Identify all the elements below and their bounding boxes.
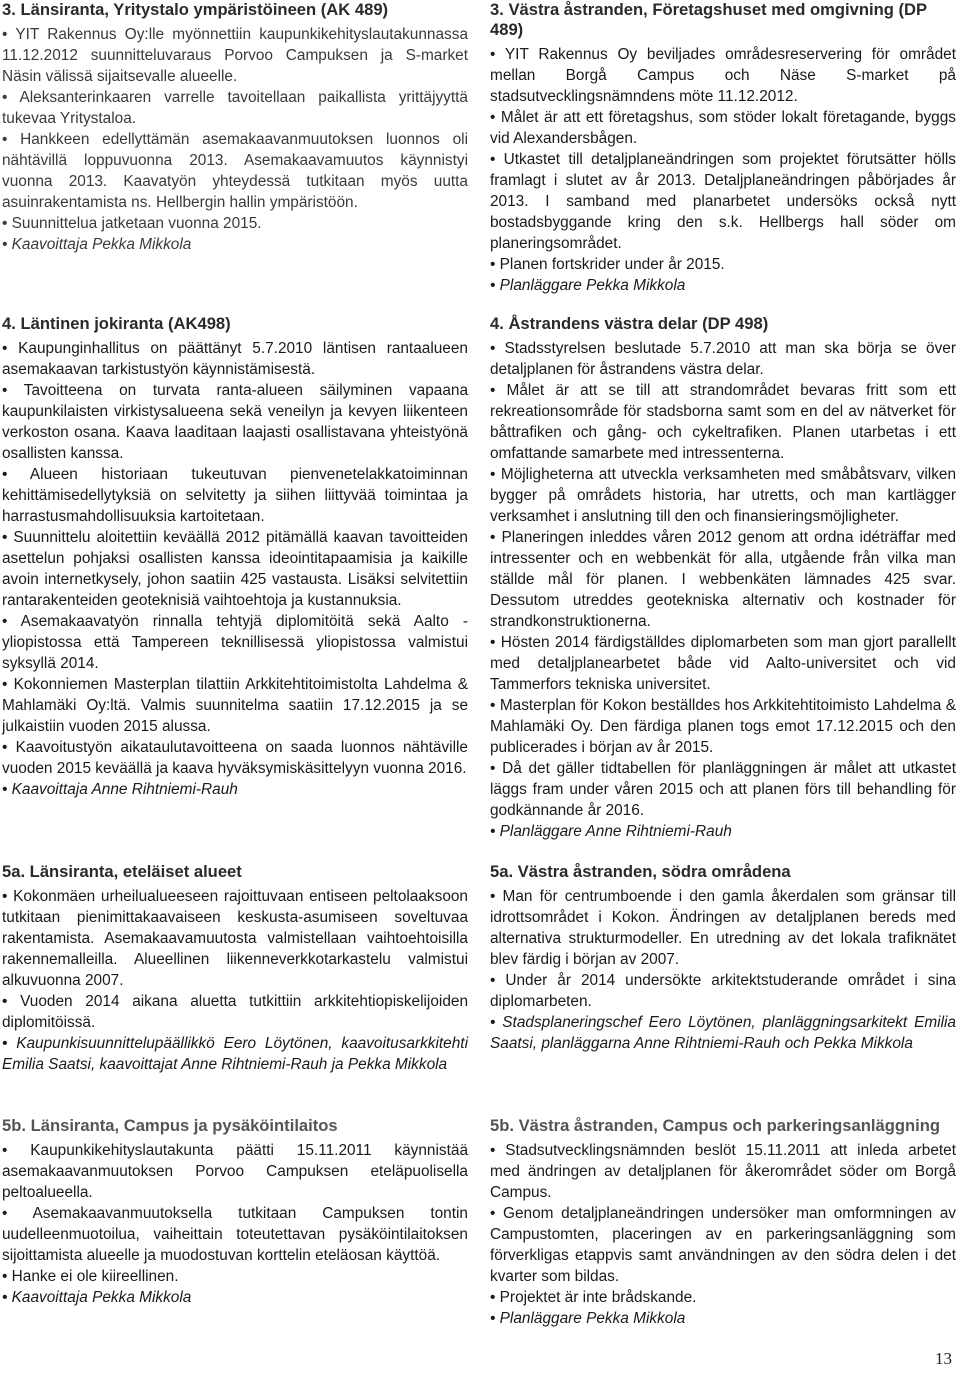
list-item: • Kaupunkisuunnittelupäällikkö Eero Löytönen, kaavoitusarkkitehti Emilia Saatsi, kaavoittajat Anne Rihtniemi-Rauh ja Pekka Mikkola [2,1033,468,1075]
section-5a-sv [490,862,956,1054]
list-item: • Planläggare Anne Rihtniemi-Rauh [490,821,956,842]
list-item: • Tavoitteena on turvata ranta-alueen säilyminen vapaana kaupunkilaisten virkistysalueena sekä veneilyn ja kevyen liikenteen verkoston osana. Kaava laaditaan laajasti osallistavana yhteistyönä osallisten kanssa. [2,380,468,464]
section-heading: 5a. Länsiranta, eteläiset alueet [2,862,242,881]
list-item: • Genom detaljplaneändringen undersöker man omformningen av Campustomten, placeringen av en parkeringsanläggning som förverkligas etappvis samt användningen av den södra delen i det kvarter som bildas. [490,1203,956,1287]
section-heading: 3. Västra åstranden, Företagshuset med omgivning (DP 489) [490,0,927,39]
list-item: • Kaupunginhallitus on päättänyt 5.7.2010 läntisen rantaalueen asemakaavan tarkistustyön käynnistämisestä. [2,338,468,380]
list-item: • Kaavoittaja Anne Rihtniemi-Rauh [2,779,468,800]
list-item: • Planen fortskrider under år 2015. [490,254,956,275]
list-item: • Alueen historiaan tukeutuvan pienvenetelakkatoiminnan kehittämisedellytyksiä on selvitetty ja siihen liittyvää toimintaa ja harrastusmahdollisuuksia kartoitetaan. [2,464,468,527]
section-heading: 5b. Västra åstranden, Campus och parkeringsanläggning [490,1116,940,1135]
list-item: • Utkastet till detaljplaneändringen som projektet förutsätter hölls framlagt i slutet av år 2013. Detaljplaneändringen påbörjades år 2013. I samband med planarbetet undersöks också nytt bostadsbyggande kring den s.k. Hellbergs hall söder om planeringsområdet. [490,149,956,254]
list-item: • YIT Rakennus Oy:lle myönnettiin kaupunkikehityslautakunnassa 11.12.2012 suunnitteluvaraus Porvoo Campuksen ja S-market Näsin välissä sijaitsevalle alueelle. [2,24,468,87]
section-heading: 3. Länsiranta, Yritystalo ympäristöineen (AK 489) [2,0,389,19]
list-item: • Under år 2014 undersökte arkitektstuderande området i sina diplomarbeten. [490,970,956,1012]
list-item: • Asemakaavanmuutoksella tutkitaan Campuksen tontin uudelleenmuotoilua, vaiheittain toteutettavan pysäköintilaitoksen sijoittamista alueelle ja muodostuvan korttelin eteläosan käyttöä. [2,1203,468,1266]
list-item: • Kokonniemen Masterplan tilattiin Arkkitehtitoimistolta Lahdelma & Mahlamäki Oy:ltä. Valmis suunnitelma saatiin 17.12.2015 ja se julkaistiin vuoden 2015 alussa. [2,674,468,737]
section-heading: 5a. Västra åstranden, södra områdena [490,862,791,881]
list-item: • Hanke ei ole kiireellinen. [2,1266,468,1287]
list-item: • Masterplan för Kokon beställdes hos Arkkitehtitoimisto Lahdelma & Mahlamäki Oy. Den färdiga planen togs emot 17.12.2015 och den publicerades i början av år 2015. [490,695,956,758]
list-item: • Suunnittelu aloitettiin keväällä 2012 pitämällä kaavan tavoitteiden asettelun pohjaksi osallisten kanssa ideointitapaamisia ja kaikille avoin internetkysely, johon saatiin 425 vastausta. Lisäksi selvitettiin rantarakenteiden geoteknisiä vaihtoehtoja ja kustannuksia. [2,527,468,611]
list-item: • Målet är att se till att strandområdet bevaras fritt som ett rekreationsområde för stadsborna samt som en del av nätverket för båttrafiken och gång- och cykeltrafiken. Planen utarbetas i ett omfattande samarbete med intressenterna. [490,380,956,464]
list-item: • Kaavoittaja Pekka Mikkola [2,1287,468,1308]
list-item: • Stadsstyrelsen beslutade 5.7.2010 att man ska börja se över detaljplanen för åstrandens västra delar. [490,338,956,380]
section-5a-fi [2,862,468,1075]
list-item: • Man för centrumboende i den gamla åkerdalen som gränsar till idrottsområdet i Kokon. Ändringen av detaljplanen bereds med alternativa strukturmodeller. En utredning av det lokala trafiknätet blev färdig i början av 2007. [490,886,956,970]
section-5b-fi [2,1116,468,1308]
list-item: • Projektet är inte brådskande. [490,1287,956,1308]
section-4-sv [490,314,956,842]
section-3-fi [2,0,468,255]
section-3-sv [490,0,956,296]
list-item: • Aleksanterinkaaren varrelle tavoitellaan paikallista yrittäjyyttä tukevaa Yritystaloa. [2,87,468,129]
list-item: • Hösten 2014 färdigställdes diplomarbeten som man gjort parallellt med detaljplanearbetet både vid Aalto-universitet och vid Tammerfors tekniska universitet. [490,632,956,695]
list-item: • Planeringen inleddes våren 2012 genom att ordna idéträffar med intressenter och en webbenkät för alla, utgående från vilka man ställde mål för planen. I webbenkäten lämnades 425 svar. Dessutom utreddes geotekniska alternativ och kostnader för strandkonstruktionerna. [490,527,956,632]
list-item: • Målet är att ett företagshus, som stöder lokalt företagande, byggs vid Alexandersbågen. [490,107,956,149]
section-4-fi [2,314,468,800]
list-item: • Planläggare Pekka Mikkola [490,275,956,296]
list-item: • Stadsutvecklingsnämnden beslöt 15.11.2011 att inleda arbetet med ändringen av detaljplanen för åkerområdet söder om Borgå Campus. [490,1140,956,1203]
list-item: • Möjligheterna att utveckla verksamheten med småbåtsvarv, vilken bygger på områdets historia, har utretts, och man kartlägger verksamhet i anslutning till den och finansieringsmöjligheter. [490,464,956,527]
list-item: • Kokonmäen urheilualueeseen rajoittuvaan entiseen peltolaaksoon tutkitaan pienimittakaavaiseen keskusta-asumiseen soveltuvaa rakentamista. Asemakaavamuutosta valmistellaan vaihtoehtoisilla rakennemalleilla. Alueellinen liikenneverkkotarkastelu valmistui alkuvuonna 2007. [2,886,468,991]
list-item: • YIT Rakennus Oy beviljades områdesreservering för området mellan Borgå Campus och Näse S-market på stadsutvecklingsnämndens möte 11.12.2012. [490,44,956,107]
section-heading: 4. Åstrandens västra delar (DP 498) [490,314,769,333]
list-item: • Kaavoitustyön aikataulutavoitteena on saada luonnos nähtäville vuoden 2015 keväällä ja kaava hyväksymiskäsittelyyn vuonna 2016. [2,737,468,779]
section-heading: 4. Läntinen jokiranta (AK498) [2,314,231,333]
section-heading: 5b. Länsiranta, Campus ja pysäköintilaitos [2,1116,338,1135]
list-item: • Vuoden 2014 aikana aluetta tutkittiin arkkitehtiopiskelijoiden diplomitöissä. [2,991,468,1033]
list-item: • Då det gäller tidtabellen för planläggningen är målet att utkastet läggs fram under våren 2015 och att planen förs till behandling för godkännande år 2016. [490,758,956,821]
page-number: 13 [935,1349,952,1368]
list-item: • Kaupunkikehityslautakunta päätti 15.11.2011 käynnistää asemakaavanmuutoksen Porvoo Campuksen eteläpuolisella peltoalueella. [2,1140,468,1203]
section-5b-sv [490,1116,956,1329]
list-item: • Asemakaavatyön rinnalla tehtyjä diplomitöitä sekä Aalto -yliopistossa että Tampereen teknillisessä yliopistossa valmistui syksyllä 2014. [2,611,468,674]
list-item: • Stadsplaneringschef Eero Löytönen, planläggningsarkitekt Emilia Saatsi, planläggarna Anne Rihtniemi-Rauh och Pekka Mikkola [490,1012,956,1054]
list-item: • Kaavoittaja Pekka Mikkola [2,234,468,255]
list-item: • Hankkeen edellyttämän asemakaavanmuutoksen luonnos oli nähtävillä loppuvuonna 2013. Asemakaavamuutos käynnistyi vuonna 2013. Kaavatyön yhteydessä tutkitaan myös uutta asuinrakentamista ns. Hellbergin hallin ympäristöön. [2,129,468,213]
list-item: • Planläggare Pekka Mikkola [490,1308,956,1329]
list-item: • Suunnittelua jatketaan vuonna 2015. [2,213,468,234]
